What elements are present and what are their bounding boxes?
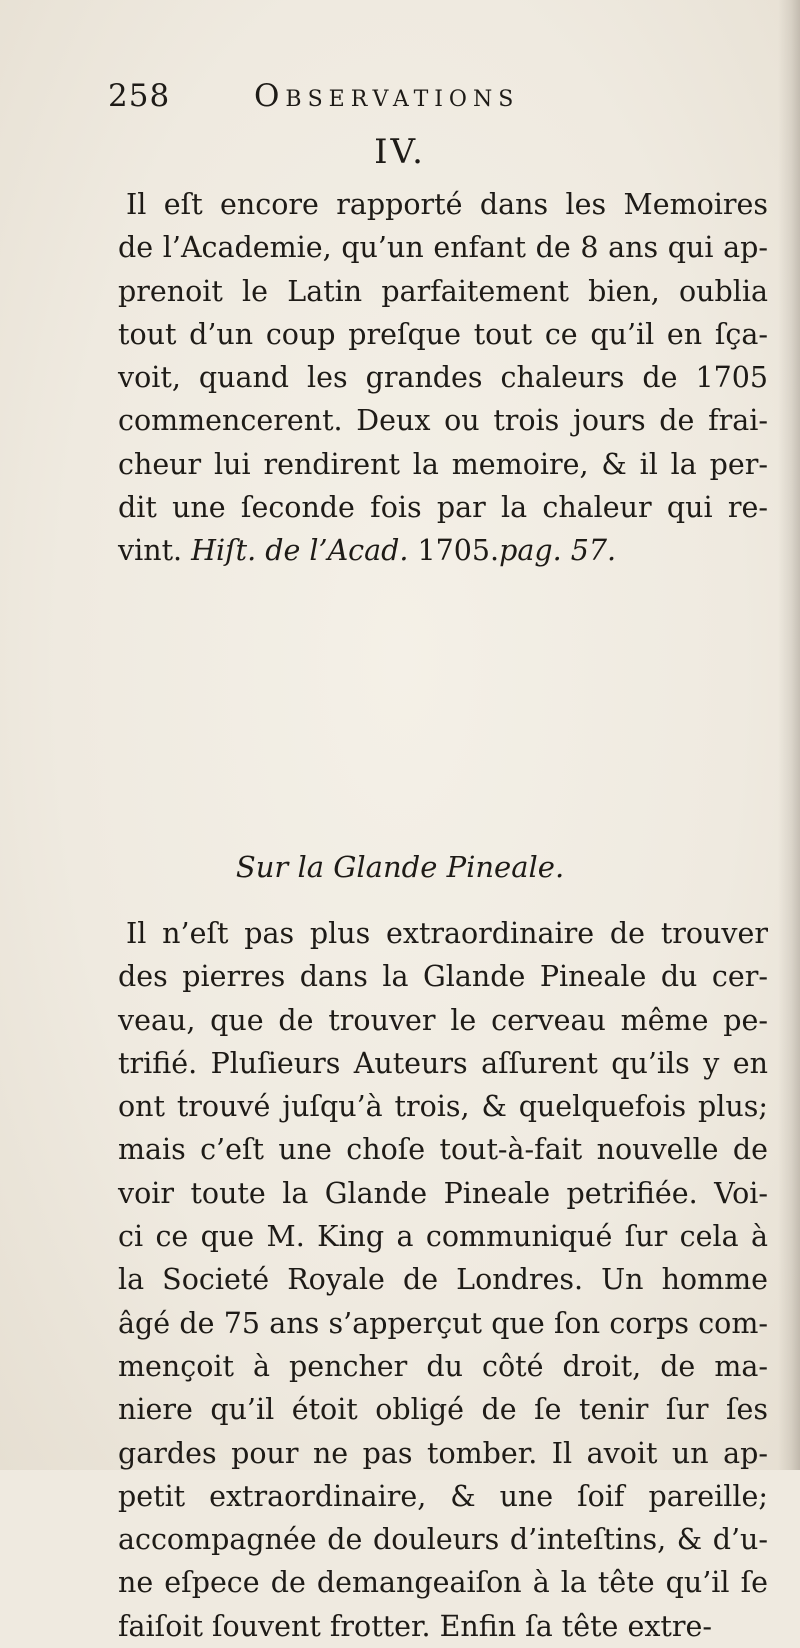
citation-title: Hiſt. de l’Acad. (191, 534, 409, 568)
text-line: commencerent. Deux ou trois jours de frai- (118, 404, 768, 438)
text-line: voir toute la Glande Pineale petrifiée. Voi- (118, 1176, 768, 1210)
text-line: la Societé Royale de Londres. Un homme (118, 1263, 768, 1297)
section-number: IV. (374, 132, 426, 172)
text-line: de l’Academie, qu’un enfant de 8 ans qui ap- (118, 231, 768, 265)
citation-line (118, 529, 768, 572)
text-line: veau, que de trouver le cerveau même pe- (118, 1003, 768, 1037)
text-line: mais c’eſt une choſe tout-à-fait nouvelle de (118, 1133, 768, 1167)
text-line: âgé de 75 ans s’apperçut que ſon corps com- (118, 1306, 768, 1340)
text-line: niere qu’il étoit obligé de ſe tenir ſur ſes (118, 1393, 768, 1427)
page-edge-shadow (778, 0, 800, 1470)
text-line: faiſoit ſouvent frotter. Enfin ſa tête extre- (118, 1609, 712, 1643)
paragraph-memory-loss (118, 183, 768, 573)
running-title: Observations (254, 78, 520, 114)
text-line: dit une ſeconde fois par la chaleur qui re- (118, 491, 768, 525)
text-line: cheur lui rendirent la memoire, & il la per- (118, 447, 768, 481)
text-line: gardes pour ne pas tomber. Il avoit un ap- (118, 1436, 768, 1470)
subheading-pineal-gland: Sur la Glande Pineale. (235, 850, 565, 884)
citation-year: 1705. (417, 534, 500, 568)
page-number: 258 (108, 78, 171, 114)
text-line: Il eſt encore rapporté dans les Memoires (126, 188, 768, 221)
text-fragment: vint. (118, 534, 183, 568)
text-line: trifié. Pluſieurs Auteurs aſſurent qu’ils y en (118, 1046, 768, 1080)
text-line: Il n’eſt pas plus extraordinaire de trouver (126, 917, 768, 950)
text-line: ne eſpece de demangeaiſon à la tête qu’il ſe (118, 1566, 768, 1600)
text-line: voit, quand les grandes chaleurs de 1705 (118, 361, 768, 395)
text-line: mençoit à pencher du côté droit, de ma- (118, 1349, 768, 1383)
text-line: petit extraordinaire, & une ſoif pareille; (118, 1479, 768, 1513)
citation-page: pag. 57. (499, 534, 617, 568)
text-line: ci ce que M. King a communiqué ſur cela à (118, 1220, 768, 1254)
text-line: tout d’un coup preſque tout ce qu’il en ſça- (118, 317, 768, 351)
text-line: des pierres dans la Glande Pineale du cer- (118, 960, 768, 994)
text-line: accompagnée de douleurs d’inteſtins, & d’u- (118, 1523, 768, 1557)
text-line: prenoit le Latin parfaitement bien, oublia (118, 274, 768, 308)
text-line: ont trouvé juſqu’à trois, & quelquefois plus; (118, 1090, 768, 1124)
page-header (108, 78, 668, 128)
paragraph-pineal-gland (118, 912, 768, 1648)
